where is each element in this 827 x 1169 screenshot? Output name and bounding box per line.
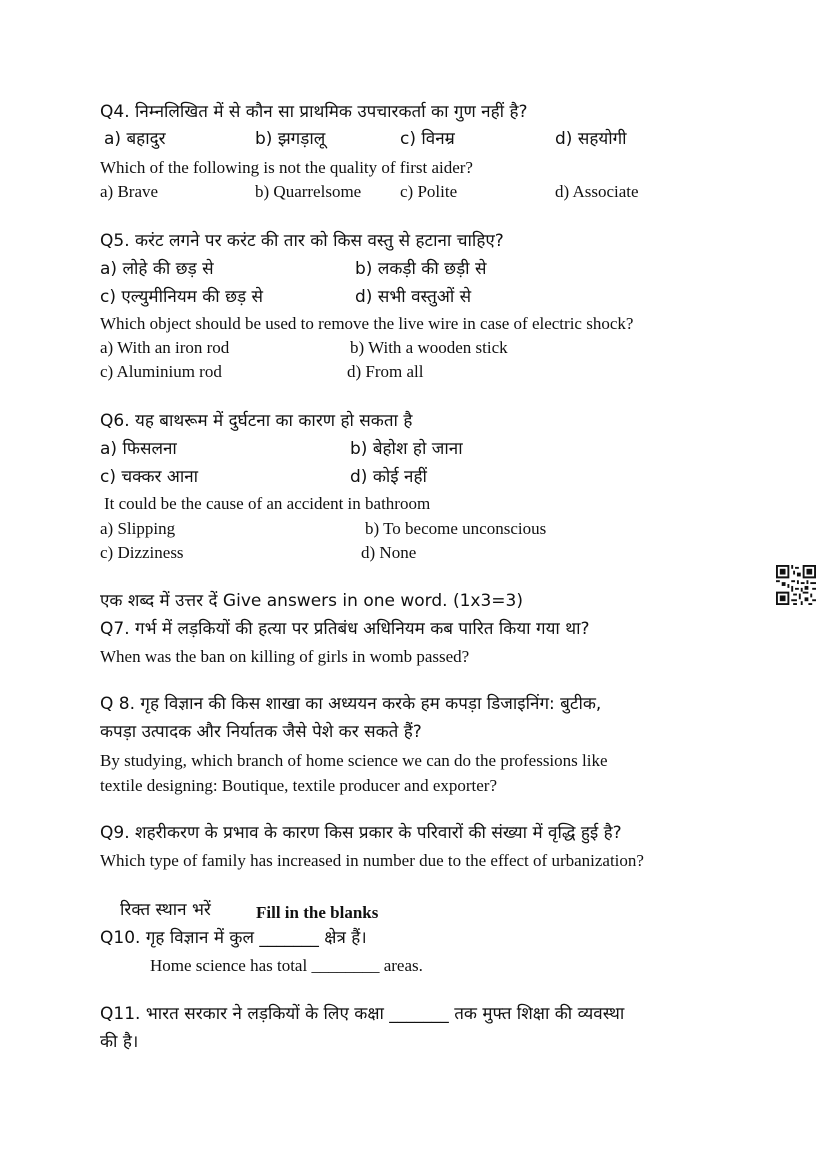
q4-option-a-hindi: a) बहादुर xyxy=(104,129,166,149)
q8-question-english-line1: By studying, which branch of home science we can do the professions like xyxy=(100,751,608,770)
q8-question-english-line2: textile designing: Boutique, textile producer and exporter? xyxy=(100,776,498,795)
q5-option-c-hindi: c) एल्युमीनियम की छड़ से xyxy=(100,287,264,307)
q5-option-c-english: c) Aluminium rod xyxy=(100,362,222,381)
q4-option-a-english: a) Brave xyxy=(100,182,159,201)
q6-option-a-english: a) Slipping xyxy=(100,519,176,538)
section-fill-heading-hindi: रिक्त स्थान भरें xyxy=(120,900,211,920)
section-fill-heading-english: Fill in the blanks xyxy=(256,903,379,922)
q8-question-hindi-line2: कपड़ा उत्पादक और निर्यातक जैसे पेशे कर सकते हैं? xyxy=(100,722,422,742)
q8-question-hindi-line1: Q 8. गृह विज्ञान की किस शाखा का अध्ययन करके हम कपड़ा डिजाइनिंग: बुटीक, xyxy=(100,694,602,714)
q4-option-b-hindi: b) झगड़ालू xyxy=(255,129,326,149)
q6-option-b-english: b) To become unconscious xyxy=(365,519,547,538)
q6-option-c-hindi: c) चक्कर आना xyxy=(100,467,199,487)
q9-question-english: Which type of family has increased in number due to the effect of urbanization? xyxy=(100,851,644,870)
q5-question-english: Which object should be used to remove the live wire in case of electric shock? xyxy=(100,314,634,333)
q4-question-hindi: Q4. निम्नलिखित में से कौन सा प्राथमिक उपचारकर्ता का गुण नहीं है? xyxy=(100,102,528,122)
q6-option-d-hindi: d) कोई नहीं xyxy=(350,467,427,487)
q5-option-b-hindi: b) लकड़ी की छड़ी से xyxy=(355,259,487,279)
q5-option-a-english: a) With an iron rod xyxy=(100,338,230,357)
q6-question-english: It could be the cause of an accident in bathroom xyxy=(104,494,431,513)
q5-option-d-hindi: d) सभी वस्तुओं से xyxy=(355,287,472,307)
q4-question-english: Which of the following is not the quality of first aider? xyxy=(100,158,473,177)
q6-option-d-english: d) None xyxy=(361,543,417,562)
q10-question-hindi: Q10. गृह विज्ञान में कुल _______ क्षेत्र हैं। xyxy=(100,928,367,948)
q6-option-c-english: c) Dizziness xyxy=(100,543,184,562)
q5-option-b-english: b) With a wooden stick xyxy=(350,338,508,357)
q10-question-english: Home science has total ________ areas. xyxy=(150,956,423,975)
q6-option-b-hindi: b) बेहोश हो जाना xyxy=(350,439,463,459)
q9-question-hindi: Q9. शहरीकरण के प्रभाव के कारण किस प्रकार के परिवारों की संख्या में वृद्धि हुई है? xyxy=(100,823,622,843)
qr-code-icon xyxy=(776,565,816,605)
q5-option-d-english: d) From all xyxy=(347,362,424,381)
section-one-word-heading: एक शब्द में उत्तर दें Give answers in one word. (1x3=3) xyxy=(100,591,523,611)
q4-option-d-hindi: d) सहयोगी xyxy=(555,129,627,149)
q4-option-c-hindi: c) विनम्र xyxy=(400,129,455,149)
q4-option-c-english: c) Polite xyxy=(400,182,458,201)
q11-question-hindi-line2: की है। xyxy=(100,1032,139,1052)
q5-question-hindi: Q5. करंट लगने पर करंट की तार को किस वस्तु से हटाना चाहिए? xyxy=(100,231,504,251)
q7-question-english: When was the ban on killing of girls in womb passed? xyxy=(100,647,470,666)
q7-question-hindi: Q7. गर्भ में लड़कियों की हत्या पर प्रतिबंध अधिनियम कब पारित किया गया था? xyxy=(100,619,590,639)
q4-option-d-english: d) Associate xyxy=(555,182,639,201)
q5-option-a-hindi: a) लोहे की छड़ से xyxy=(100,259,214,279)
q4-option-b-english: b) Quarrelsome xyxy=(255,182,362,201)
q11-question-hindi-line1: Q11. भारत सरकार ने लड़कियों के लिए कक्षा _______ तक मुफ्त शिक्षा की व्यवस्था xyxy=(100,1004,625,1024)
q6-question-hindi: Q6. यह बाथरूम में दुर्घटना का कारण हो सकता है xyxy=(100,411,413,431)
q6-option-a-hindi: a) फिसलना xyxy=(100,439,177,459)
